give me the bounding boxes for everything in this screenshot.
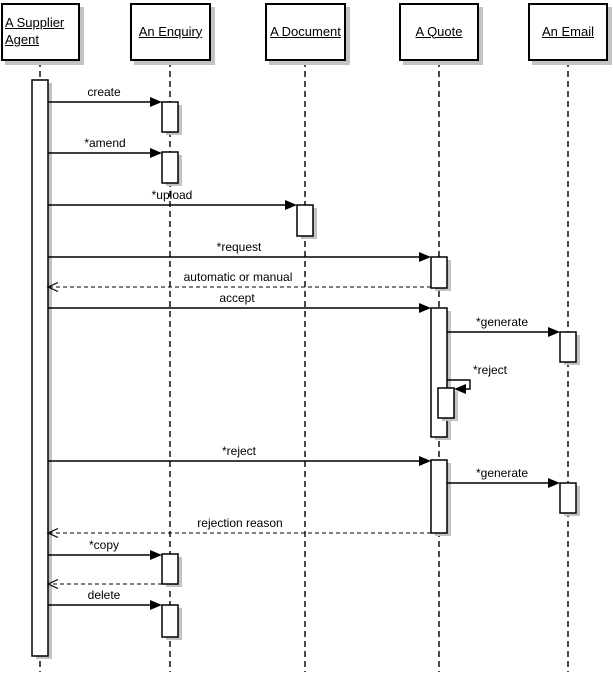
arrowhead-accept <box>419 303 431 313</box>
message-label-amend: *amend <box>84 136 126 150</box>
actor-label-quote: A Quote <box>415 23 463 39</box>
activation-quote-request <box>431 257 447 288</box>
message-label-copy: *copy <box>88 538 120 552</box>
message-label-reject: *reject <box>221 444 257 458</box>
actor-box-quote <box>399 3 479 61</box>
arrowhead-generate-2 <box>548 478 560 488</box>
actor-label-supplier-agent: A Supplier Agent <box>5 15 65 47</box>
message-label-request: *request <box>216 240 262 254</box>
activation-enquiry-amend <box>162 152 178 183</box>
actor-label-email: An Email <box>541 23 595 39</box>
message-label-automatic-or-manual: automatic or manual <box>183 270 293 284</box>
activation-email-generate-1 <box>560 332 576 362</box>
message-label-generate-2: *generate <box>475 466 529 480</box>
activation-enquiry-delete <box>162 605 178 637</box>
activation-enquiry-copy <box>162 554 178 584</box>
message-label-delete: delete <box>87 588 121 602</box>
activation-quote-reject-nested <box>438 388 454 418</box>
activation-enquiry-create <box>162 102 178 132</box>
arrowhead-upload <box>285 200 297 210</box>
arrowhead-amend <box>150 148 162 158</box>
arrowhead-request <box>419 252 431 262</box>
arrowhead-generate-1 <box>548 327 560 337</box>
actor-box-supplier-agent <box>1 3 80 61</box>
activation-email-generate-2 <box>560 483 576 513</box>
arrowhead-reject <box>419 456 431 466</box>
actor-box-enquiry <box>130 3 211 61</box>
activation-supplier-main <box>32 80 48 656</box>
actor-label-document: A Document <box>270 23 341 39</box>
message-label-rejection-reason: rejection reason <box>197 516 283 530</box>
activation-quote-reject <box>431 460 447 533</box>
activation-document-upload <box>297 205 313 236</box>
message-label-accept: accept <box>219 291 255 305</box>
message-label-generate-1: *generate <box>475 315 529 329</box>
message-label-reject-self: *reject <box>472 363 508 377</box>
message-label-upload: *upload <box>151 188 193 202</box>
arrowhead-create <box>150 97 162 107</box>
arrowhead-copy <box>150 550 162 560</box>
message-label-create: create <box>87 85 121 99</box>
arrowhead-delete <box>150 600 162 610</box>
actor-label-enquiry: An Enquiry <box>138 23 203 39</box>
actor-box-document <box>265 3 346 61</box>
actor-box-email <box>528 3 608 61</box>
